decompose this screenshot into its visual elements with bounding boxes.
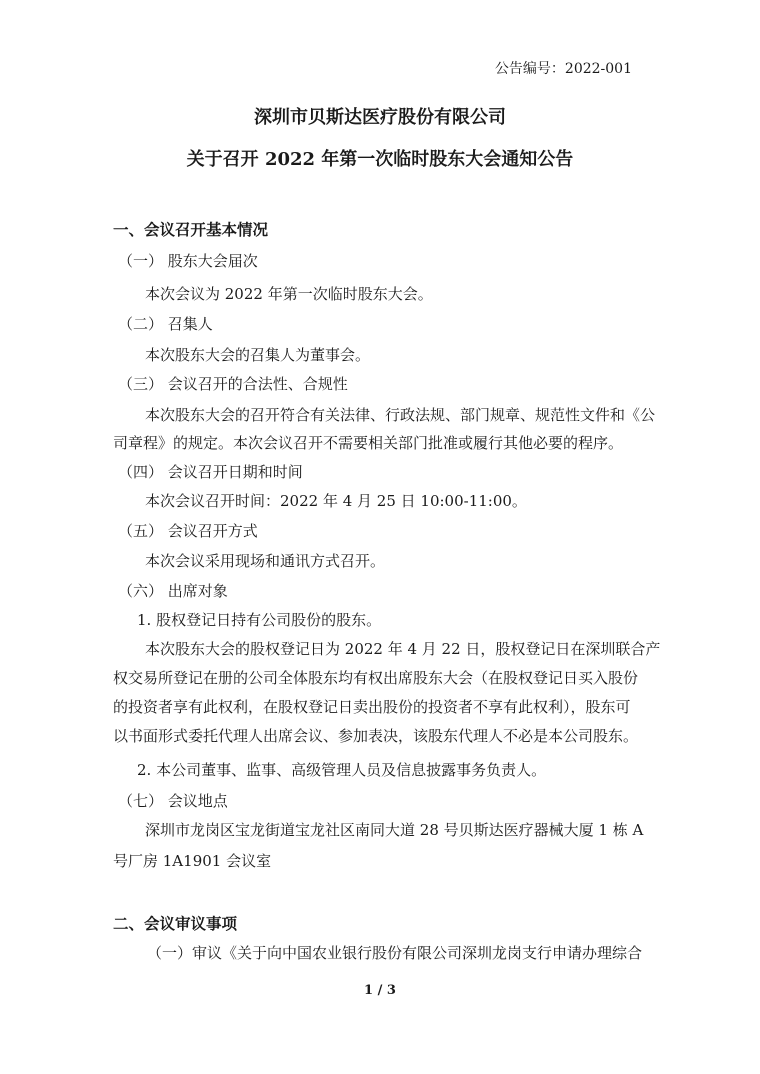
- subsection-title: （一） 股东大会届次: [118, 252, 258, 270]
- company-title: 深圳市贝斯达医疗股份有限公司: [254, 107, 506, 128]
- paragraph: 号厂房 1A1901 会议室: [113, 852, 272, 870]
- paragraph: 本次股东大会的召开符合有关法律、行政法规、部门规章、规范性文件和《公: [145, 406, 656, 424]
- list-item: 1. 股权登记日持有公司股份的股东。: [137, 611, 382, 629]
- paragraph: 本次股东大会的股权登记日为 2022 年 4 月 22 日，股权登记日在深圳联合产: [145, 640, 661, 658]
- subsection-title: （五） 会议召开方式: [118, 522, 258, 540]
- paragraph: 本次会议采用现场和通讯方式召开。: [145, 552, 386, 570]
- section-heading: 一、会议召开基本情况: [113, 220, 269, 239]
- list-item: 2. 本公司董事、监事、高级管理人员及信息披露事务负责人。: [137, 761, 547, 779]
- paragraph: 权交易所登记在册的公司全体股东均有权出席股东大会（在股权登记日买入股份: [113, 669, 639, 687]
- announcement-title: 关于召开 2022 年第一次临时股东大会通知公告: [186, 149, 574, 170]
- paragraph: 本次股东大会的召集人为董事会。: [145, 346, 371, 364]
- subsection-title: （四） 会议召开日期和时间: [118, 463, 303, 481]
- subsection-title: （六） 出席对象: [118, 582, 228, 600]
- subsection-title: （二） 召集人: [118, 315, 213, 333]
- paragraph: （一）审议《关于向中国农业银行股份有限公司深圳龙岗支行申请办理综合: [147, 944, 643, 962]
- paragraph: 以书面形式委托代理人出席会议、参加表决，该股东代理人不必是本公司股东。: [113, 727, 639, 745]
- section-heading: 二、会议审议事项: [113, 914, 238, 933]
- subsection-title: （三） 会议召开的合法性、合规性: [118, 375, 348, 393]
- page-number: 1 / 3: [364, 983, 396, 998]
- paragraph: 司章程》的规定。本次会议召开不需要相关部门批准或履行其他必要的程序。: [113, 434, 624, 452]
- paragraph: 的投资者享有此权利，在股权登记日卖出股份的投资者不享有此权利），股东可: [113, 698, 631, 716]
- paragraph: 本次会议为 2022 年第一次临时股东大会。: [145, 285, 433, 303]
- paragraph: 本次会议召开时间：2022 年 4 月 25 日 10:00-11:00。: [145, 492, 527, 510]
- notice-number: 公告编号：2022-001: [494, 61, 632, 77]
- paragraph: 深圳市龙岗区宝龙街道宝龙社区南同大道 28 号贝斯达医疗器械大厦 1 栋 A: [145, 821, 644, 839]
- subsection-title: （七） 会议地点: [118, 792, 228, 810]
